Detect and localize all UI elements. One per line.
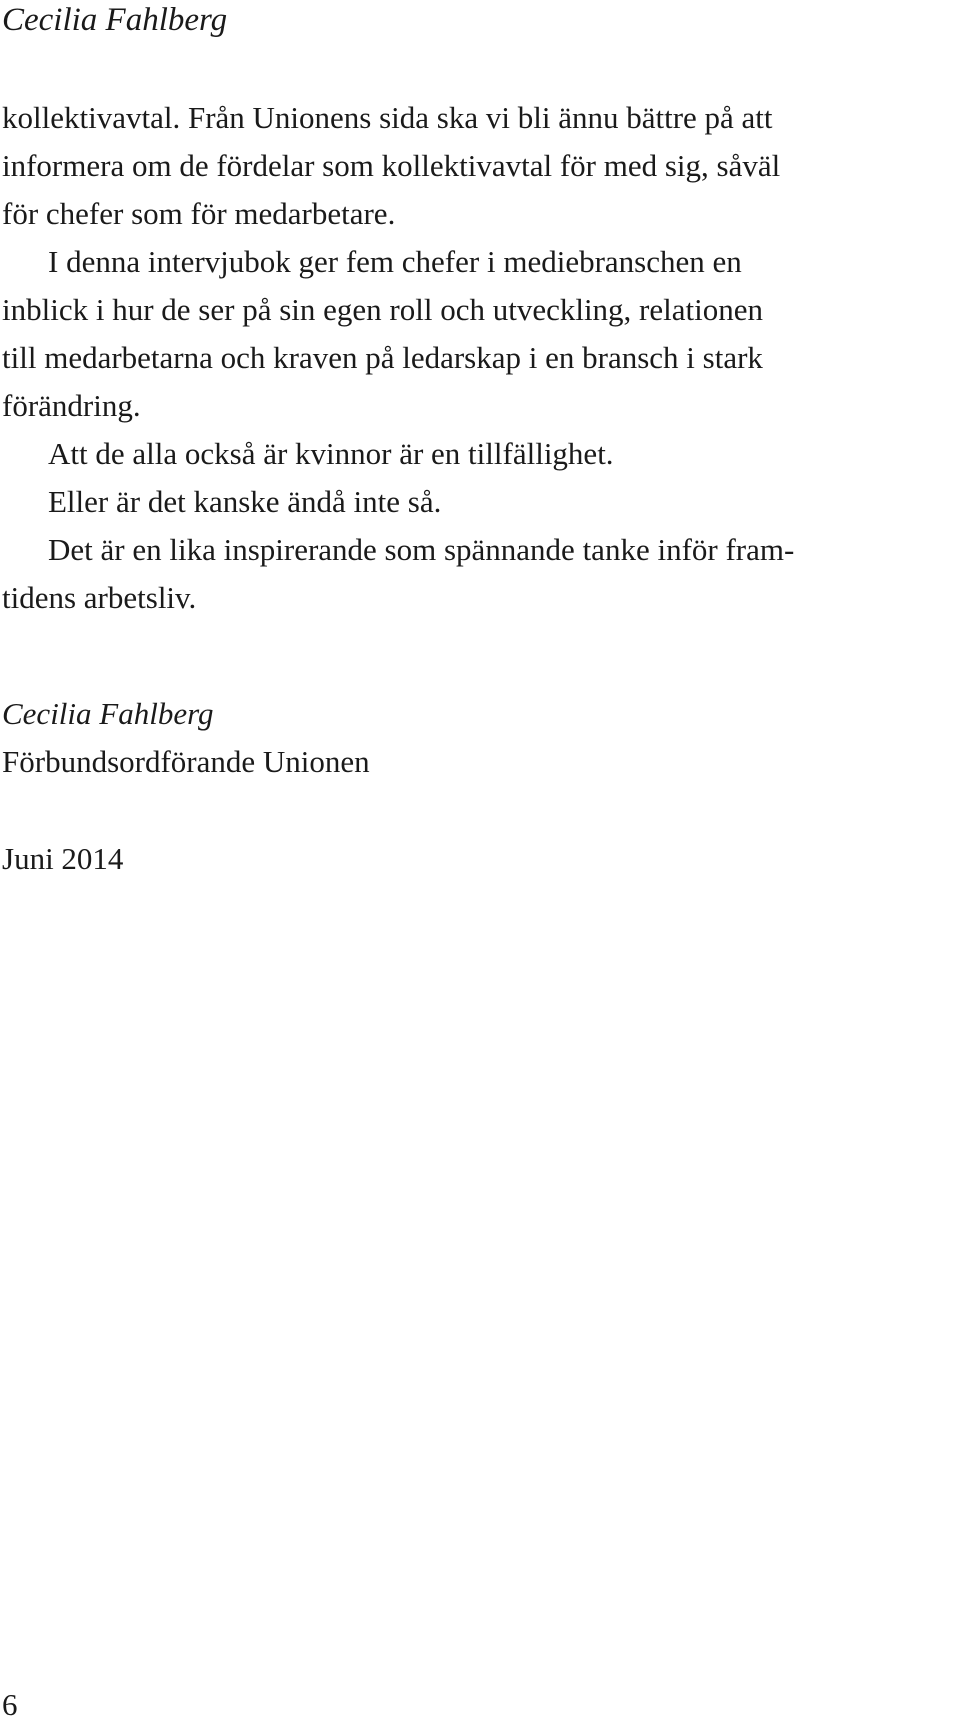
body-text: [2, 94, 954, 622]
page-number: 6: [2, 1687, 18, 1722]
body-line: I denna intervjubok ger fem chefer i mediebranschen en: [48, 244, 742, 279]
body-line: Att de alla också är kvinnor är en tillfällighet.: [48, 436, 614, 471]
signature-block: [2, 690, 370, 786]
body-line: för chefer som för medarbetare.: [2, 196, 396, 231]
body-line: förändring.: [2, 388, 141, 423]
date-line: Juni 2014: [2, 841, 124, 876]
body-line: kollektivavtal. Från Unionens sida ska vi bli ännu bättre på att: [2, 100, 773, 135]
body-line: inblick i hur de ser på sin egen roll och utveckling, relationen: [2, 292, 763, 327]
body-line: tidens arbetsliv.: [2, 580, 197, 615]
body-line: Eller är det kanske ändå inte så.: [48, 484, 442, 519]
signature-role: Förbundsordförande Unionen: [2, 744, 370, 779]
body-line: informera om de fördelar som kollektivavtal för med sig, såväl: [2, 148, 781, 183]
body-line: Det är en lika inspirerande som spännande tanke inför fram-: [48, 532, 795, 567]
running-header: Cecilia Fahlberg: [2, 2, 228, 38]
body-line: till medarbetarna och kraven på ledarskap i en bransch i stark: [2, 340, 763, 375]
signature-name: Cecilia Fahlberg: [2, 696, 214, 731]
